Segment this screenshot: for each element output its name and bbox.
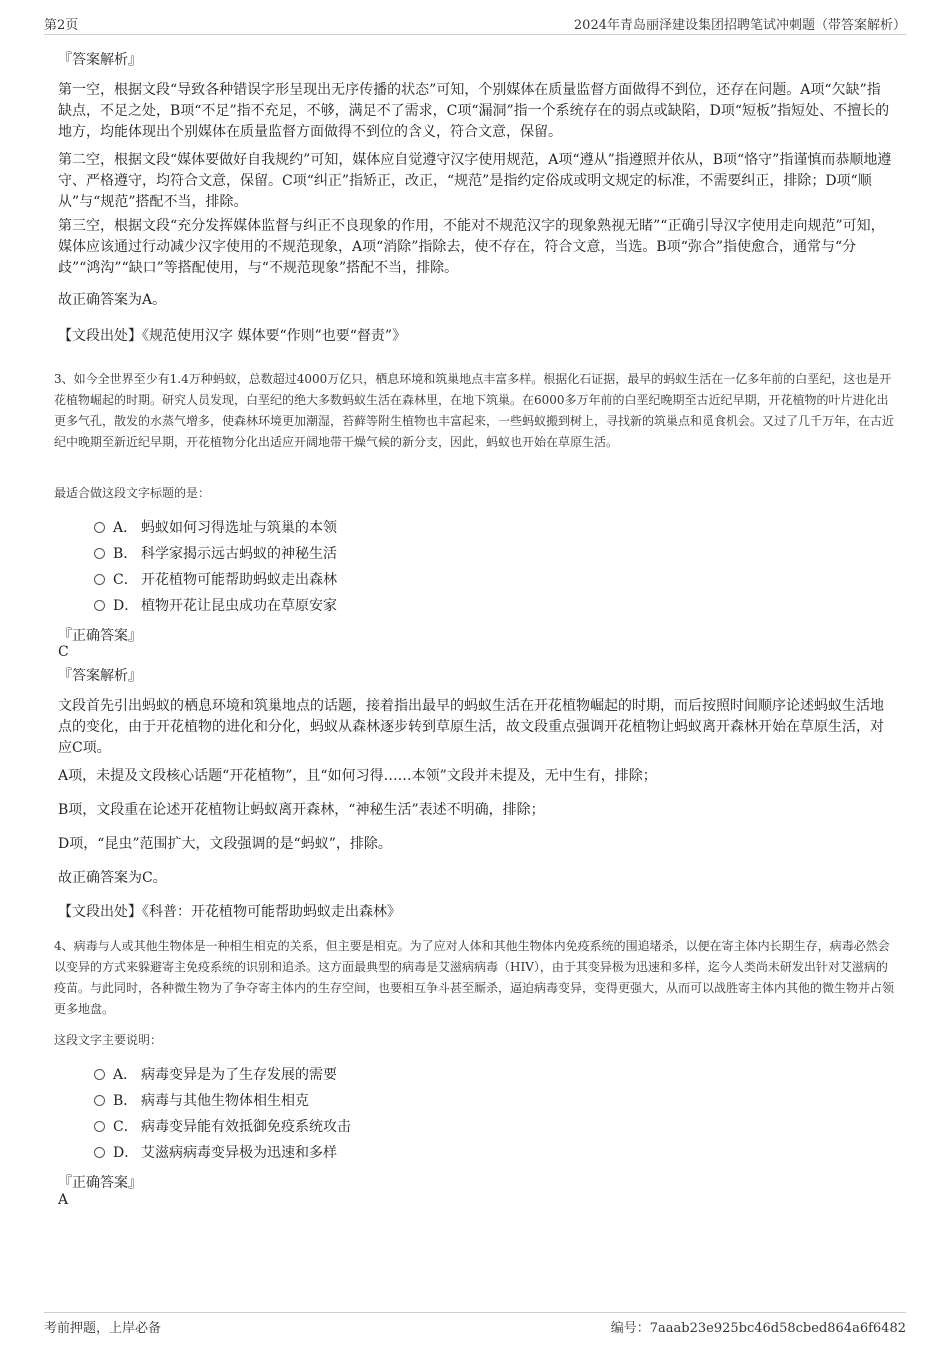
q3-stem: 3、如今全世界至少有1.4万种蚂蚁，总数超过4000万亿只，栖息环境和筑巢地点丰富多样。根据化石证据，最早的蚂蚁生活在一亿多年前的白垩纪，这也是开花植物崛起的时期。研究人员发现，白垩纪的绝大多数蚂蚁生活在森林里，在地下筑巢。在6000多万年前的白垩纪晚期至古近纪早期，开花植物的叶片进化出更多气孔，散发的水蒸气增多，使森林环境更加潮湿，苔藓等附生植物也丰富起来，一些蚂蚁搬到树上，寻找新的筑巢点和觅食机会。又过了几千万年，在古近纪中晚期至新近纪早期，开花植物分化出适应开阔地带干燥气候的新分支，因此，蚂蚁也开始在草原生活。 — [54, 372, 895, 449]
q3-analysis-label: 『答案解析』 — [58, 668, 142, 684]
page-footer — [44, 1312, 906, 1335]
q3-analysis-paragraph-4: D项，“昆虫”范围扩大，文段强调的是“蚂蚁”，排除。 — [58, 836, 392, 852]
q3-analysis-paragraph-1: 文段首先引出蚂蚁的栖息环境和筑巢地点的话题，接着指出最早的蚂蚁生活在开花植物崛起的时期，而后按照时间顺序论述蚂蚁生活地点的变化，由于开花植物的进化和分化，蚂蚁从森林逐步转到草原生活，故文段重点强调开花植物让蚂蚁离开森林开始在草原生活，对应C项。 — [58, 698, 884, 756]
q4-stem: 4、病毒与人或其他生物体是一种相生相克的关系，但主要是相克。为了应对人体和其他生物体内免疫系统的围追堵杀，以便在寄主体内长期生存，病毒必然会以变异的方式来躲避寄主免疫系统的识别和追杀。这方面最典型的病毒是艾滋病病毒（HIV），由于其变异极为迅速和多样，迄今人类尚未研发出针对艾滋病的疫苗。与此同时，各种微生物为了争夺寄主体内的生存空间，也要相互争斗甚至厮杀，逼迫病毒变异，变得更强大，从而可以战胜寄主体内其他的微生物并占领更多地盘。 — [54, 939, 895, 1016]
q4-option-a[interactable]: A． 病毒变异是为了生存发展的需要 — [94, 1065, 337, 1085]
radio-icon[interactable] — [94, 548, 105, 559]
q2-conclusion: 故正确答案为A。 — [58, 292, 167, 308]
radio-icon[interactable] — [94, 574, 105, 585]
q3-answer: C — [58, 644, 69, 660]
radio-icon[interactable] — [94, 1121, 105, 1132]
q2-analysis-paragraph-1: 第一空，根据文段“导致各种错误字形呈现出无序传播的状态”可知，个别媒体在质量监督方面做得不到位，还存在问题。A项“欠缺”指缺点，不足之处，B项“不足”指不充足，不够，满足不了需求，C项“漏洞”指一个系统存在的弱点或缺陷，D项“短板”指短处、不擅长的地方，均能体现出个别媒体在质量监督方面做得不到位的含义，符合文意，保留。 — [58, 82, 890, 140]
q4-prompt: 这段文字主要说明： — [54, 1033, 163, 1047]
q2-source: 【文段出处】《规范使用汉字 媒体要“作则”也要“督责”》 — [58, 328, 407, 344]
radio-icon[interactable] — [94, 1069, 105, 1080]
q2-analysis-paragraph-3: 第三空，根据文段“充分发挥媒体监督与纠正不良现象的作用，不能对不规范汉字的现象熟视无睹”“正确引导汉字使用走向规范”可知，媒体应该通过行动减少汉字使用的不规范现象，A项“消除”指除去，使不存在，符合文意，当选。B项“弥合”指使愈合，通常与“分歧”“鸿沟”“缺口”等搭配使用，与“不规范现象”搭配不当，排除。 — [58, 218, 885, 276]
document-serial-number: 编号：7aaab23e925bc46d58cbed864a6f6482 — [610, 1321, 906, 1336]
q3-option-b[interactable]: B． 科学家揭示远古蚂蚁的神秘生活 — [94, 544, 337, 564]
q4-answer: A — [58, 1192, 69, 1208]
q3-source: 【文段出处】《科普：开花植物可能帮助蚂蚁走出森林》 — [58, 904, 401, 920]
q4-answer-label: 『正确答案』 — [58, 1175, 142, 1191]
q3-option-c[interactable]: C． 开花植物可能帮助蚂蚁走出森林 — [94, 570, 337, 590]
q3-analysis-paragraph-2: A项，未提及文段核心话题“开花植物”，且“如何习得……本领”文段并未提及，无中生有，排除； — [58, 768, 657, 784]
radio-icon[interactable] — [94, 1095, 105, 1106]
q3-prompt: 最适合做这段文字标题的是： — [54, 486, 211, 500]
page-number: 第2页 — [44, 18, 79, 33]
radio-icon[interactable] — [94, 522, 105, 533]
q4-option-b[interactable]: B． 病毒与其他生物体相生相克 — [94, 1091, 309, 1111]
q3-option-d[interactable]: D． 植物开花让昆虫成功在草原安家 — [94, 596, 337, 616]
q4-option-c[interactable]: C． 病毒变异能有效抵御免疫系统攻击 — [94, 1117, 351, 1137]
q3-analysis-paragraph-3: B项，文段重在论述开花植物让蚂蚁离开森林，“神秘生活”表述不明确，排除； — [58, 802, 545, 818]
q3-answer-label: 『正确答案』 — [58, 628, 142, 644]
q3-conclusion: 故正确答案为C。 — [58, 870, 167, 886]
q4-option-d[interactable]: D． 艾滋病病毒变异极为迅速和多样 — [94, 1143, 337, 1163]
q3-option-a[interactable]: A． 蚂蚁如何习得选址与筑巢的本领 — [94, 518, 337, 538]
footer-slogan: 考前押题，上岸必备 — [44, 1321, 162, 1336]
q2-analysis-paragraph-2: 第二空，根据文段“媒体要做好自我规约”可知，媒体应自觉遵守汉字使用规范，A项“遵从”指遵照并依从，B项“恪守”指谨慎而恭顺地遵守、严格遵守，均符合文意，保留。C项“纠正”指矫正，改正，“规范”是指约定俗成或明文规定的标准，不需要纠正，排除；D项“顺从”与“规范”搭配不当，排除。 — [58, 152, 892, 210]
page-header — [44, 14, 906, 35]
q2-analysis-label: 『答案解析』 — [58, 52, 142, 68]
document-title: 2024年青岛丽泽建设集团招聘笔试冲刺题（带答案解析） — [573, 18, 906, 33]
radio-icon[interactable] — [94, 1147, 105, 1158]
radio-icon[interactable] — [94, 600, 105, 611]
